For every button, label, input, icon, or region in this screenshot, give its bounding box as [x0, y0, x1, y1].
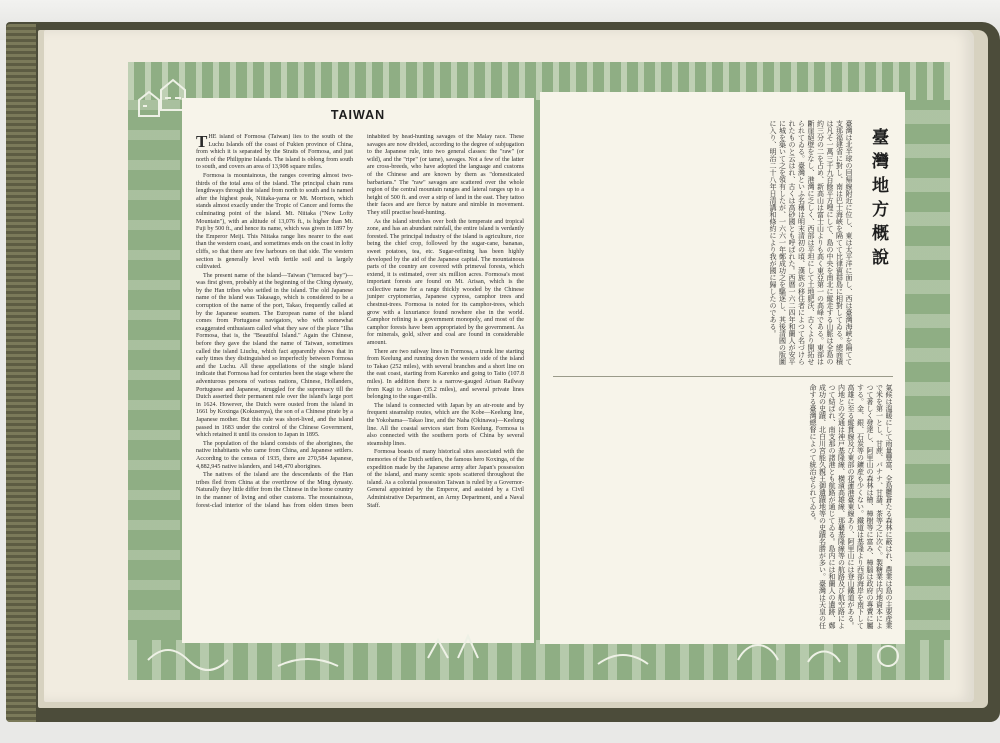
japanese-title: 臺灣地方概說	[868, 128, 888, 272]
japanese-section-divider	[553, 376, 893, 377]
frame-left-ornament	[128, 100, 180, 640]
english-body	[196, 134, 524, 634]
english-paragraph: The island is connected with Japan by an air-route and by frequent steamship routes, which are the Kobe—Keelung line, the Yokohama—Takao line, and the Naha (Okinawa)—Keelung line. All the coastal services start from Keelung. Formosa is also connected with the southern ports of China by several steamship lines.	[367, 402, 524, 447]
japanese-body-bottom	[553, 384, 893, 630]
english-paragraph: As the island stretches over both the temperate and tropical zone, and has an abundant rainfall, the entire island is verdantly forested. The principal industry of the island is agriculture, rice being the chief crop, followed by the sugar-cane, bananas, sweet potatoes, tea, etc. Sugar-refining has been highly developed by the aid of the Japanese capital. The mountainous parts of the country are covered with primeval forests, which extend, it is estimated, over six million acres. Formosa's most important forests are found on Mt. Arisan, which is the collective name for a range thickly wooded by the Chinese juniper cryptomerias, Japanese cypress, camphor trees and chestnut-trees. Formosa is noted for its camphor-trees, which grow with a luxuriance found nowhere else in the world. Camphor refining is a government monopoly, and most of the camphor forests have been appropriated by the government. As for minerals, gold, silver and coal are found in considerable amount.	[367, 218, 524, 347]
japanese-paragraph: 氣候は溫暖にして雨量豐富、全島鬱蒼たる森林に蔽はれ、農業は島の主要産業で米を第一とし、甘蔗、バナナ、甘藷、茶等之に次ぐ。製糖業は内地資本によつて著しく發達し、阿里山の森林は檜、樟樹等に富み、樟腦は政府の專賣に屬する。金、銀、石炭等の鑛産も少くない。鐵道は基隆より西部海岸を南下して高雄に至る縱貫線及び東部の花蓮港臺東線あり、阿里山には登山鐵道がある。内地との交通は神戸基隆線、横濱高雄線、那覇基隆線等の航路及び航空路によつて結ばれ、南支那の諸港とも航路が通じてゐる。島内には和蘭人の遺跡、鄭成功の史蹟、北白川宮能久親王御遺蹟地等の史蹟名勝が多い。臺灣は天皇の任命する臺灣總督によつて統治せられてゐる。	[809, 384, 893, 629]
japanese-paragraph: 臺灣は北半球の回帰線附近に位し、東は太平洋に面し、西は臺灣海峽を隔てて支那福建省に對し、南は巴士海峽を隔てて比律賓群島に相對してゐる。總面積は凡そ一萬三千九百餘平方哩にして、島の中央を南北に縱走する山脈は全島の約三分の二を占め、新高山は富士山よりも高く東亞第一の高峰である。東部は斷崖絕壁をなし、港灣に乏しく、西部は平坦にして土地肥沃、古くより開拓せられてゐる。臺灣といふ名稱は明末清初の頃、漢族の移住者によつて名づけられたものと云はれ、古くは高砂國とも呼ばれた。西暦一六二四年和蘭人が安平に城を築いて之を領有したが、一六六一年鄭成功之を驅逐し、其後清國の版圖に入り、明治二十八年日清講和條約により我が國に歸したのである。	[769, 120, 853, 365]
frame-right-ornament	[905, 110, 950, 630]
english-title: TAIWAN	[330, 108, 386, 122]
english-paragraph: Formosa is mountainous, the ranges covering almost two-thirds of the total area of the island. The principal chain runs lengthways through the island from north to south and is named after the highest peak, Niitaka-yama or Mt. Morrison, which stands almost exactly under the Tropic of Cancer and forms the culminating point of the island. Mt. Niitaka ("New Lofty Mountain"), with an altitude of 13,076 ft., is higher than Mt. Fuji by 500 ft., and hence its name, which was given in 1897 by the Emperor Meiji. This Niitaka range lies nearer to the east than the western coast, and sometimes ends on the coast in lofty cliffs, so that there are few harbours on that side. The western section is generally level with fertile soil and is largely cultivated.	[196, 172, 353, 271]
bottom-landscape-illustration	[128, 600, 950, 680]
drop-cap: T	[196, 134, 208, 151]
english-paragraph: THE island of Formosa (Taiwan) lies to the south of the Luchu Islands off the coast of Fukien province of China, from which it is separated by the Straits of Formosa, and just north of the Philippine Islands. The island is oblong from south to south, and covers an area of 13,908 square miles.	[196, 134, 353, 171]
album-spine	[6, 24, 36, 722]
english-paragraph: Formosa boasts of many historical sites associated with the memories of the Dutch settlers, the famous hero Koxinga, of the expedition made by the Japanese army after Japan's possession of the island, and many scenic spots scattered throughout the island. As a colonial possession Taiwan is ruled by a Governor-General appointed by the Emperor, and assisted by a Civil Administrative Department, an Army Department, and a Naval Staff.	[367, 449, 524, 509]
english-paragraph: The natives of the island are the descendants of the Han tribes fled from China at the overthrow of the Ming dynasty. Naturally they little differ from the Chinese in the home country in the manner of living and other customs. The mountainous, forest-clad interior of the island has from olden times been inhabited by head-hunting savages of the Malay race. These savages are now divided, according to the degree of subjugation to the Japanese rule, into two general classes: the "raw" (or wild), and the "ripe" (or tame), savages. Not a few of the latter are cross-breeds, who have adopted the language and customs of the Chinese and are known by them as "domesticated barbarians." The "raw" savages are scattered over the whole region of the central mountain ranges and lateral ranges up to a height of 500 ft. and over a strip of land in the east. They tattoo their faces and are fierce by nature and nimble in movement. They still practise head-hunting.	[196, 134, 524, 509]
english-paragraph: There are two railway lines in Formosa, a trunk line starting from Keelung and running down the western side of the island to Takao (252 miles), with several branches and a short line on the east coast, starting from Karenko and going to Taito (107.8 miles). In addition there is a narrow-gauged Arisan Railway from Kagi to Arisan (35.2 miles), and several private lines belonging to the sugar-mills.	[367, 348, 524, 401]
japanese-body-top	[553, 120, 853, 370]
english-paragraph: The present name of the island—Taiwan ("terraced bay")—was first given, probably at the beginning of the Ching dynasty, by the Han tribes who settled in the island. The old Japanese name of the island was Takasago, which is considered to be a corruption of the name of the port, Takao, frequently called at by the Japanese seamen. The European name of the island comes from Portuguese navigators, who with somewhat exaggerated enthusiasm called what they saw of the place "Ilha Formosa, that is, the "Beautiful Island." Again the Chinese, before they gave the island the name of Taiwan, sometimes called the island Liuchu, which fact apparently shows that in early times they distinguished so imperfectly between Formosa and the Luchu. All these appellations of the single island indicate that Formosa had for centuries been the stage where the adventurous persons of various nations, Chinese, Hollanders, Portuguese and Japanese, struggled for the supremacy till the Dutch asserted their permanent rule over the island's large port in 1624. However, the Dutch were ousted from the island in 1661 by Koxinga (Kokusenya), the son of a Chinese pirate by a Japanese mother. But this rule was short-lived, and the island passed in 1683 under the control of the Chinese Government, which retained it until its cession to Japan in 1895.	[196, 272, 353, 439]
english-paragraph: The population of the island consists of the aborigines, the native inhabitants who came from China, and Japanese settlers. According to the census of 1935, there are 270,584 Japanese, 4,882,945 native islanders, and 148,470 aborigines.	[196, 440, 353, 470]
